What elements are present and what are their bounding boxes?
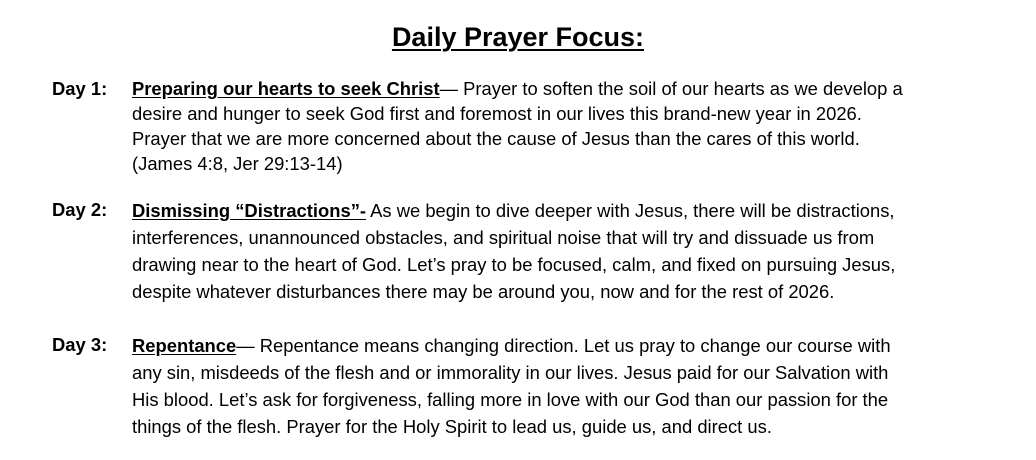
text-line: interferences, unannounced obstacles, and spiritual noise that will try and dissuade us from	[132, 227, 875, 248]
page-title: Daily Prayer Focus:	[391, 22, 645, 52]
day-heading: Preparing our hearts to seek Christ	[132, 78, 440, 99]
day-1-text	[132, 76, 992, 176]
text-line: despite whatever disturbances there may be around you, now and for the rest of 2026.	[132, 281, 835, 302]
day-2-line-1	[132, 197, 992, 224]
text-line: Repentance means changing direction. Let us pray to change our course with	[259, 335, 891, 356]
text-line: desire and hunger to seek God first and foremost in our lives this brand-new year in 2026.	[132, 103, 862, 124]
text-line: any sin, misdeeds of the flesh and or immorality in our lives. Jesus paid for our Salvation with	[132, 362, 889, 383]
day-1-line-1	[132, 76, 992, 101]
text-line: Prayer to soften the soil of our hearts as we develop a	[463, 78, 903, 99]
text-line: Prayer that we are more concerned about the cause of Jesus than the cares of this world.	[132, 128, 860, 149]
text-line: His blood. Let’s ask for forgiveness, falling more in love with our God than our passion for the	[132, 389, 889, 410]
day-label: Day 1:	[52, 78, 108, 99]
day-3-line-1	[132, 332, 992, 359]
heading-separator: —	[236, 335, 260, 356]
day-3-text	[132, 332, 992, 440]
heading-separator: —	[439, 78, 464, 99]
text-line: As we begin to dive deeper with Jesus, there will be distractions,	[370, 200, 895, 221]
text-line: things of the flesh. Prayer for the Holy Spirit to lead us, guide us, and direct us.	[132, 416, 772, 437]
scripture-reference: (James 4:8, Jer 29:13-14)	[132, 153, 343, 174]
text-line: drawing near to the heart of God. Let’s pray to be focused, calm, and fixed on pursuing Jesus,	[132, 254, 896, 275]
day-2-text	[132, 197, 992, 305]
day-heading: Dismissing “Distractions”-	[132, 200, 367, 221]
day-label: Day 2:	[52, 199, 108, 220]
day-heading: Repentance	[132, 335, 237, 356]
day-label: Day 3:	[52, 334, 108, 355]
